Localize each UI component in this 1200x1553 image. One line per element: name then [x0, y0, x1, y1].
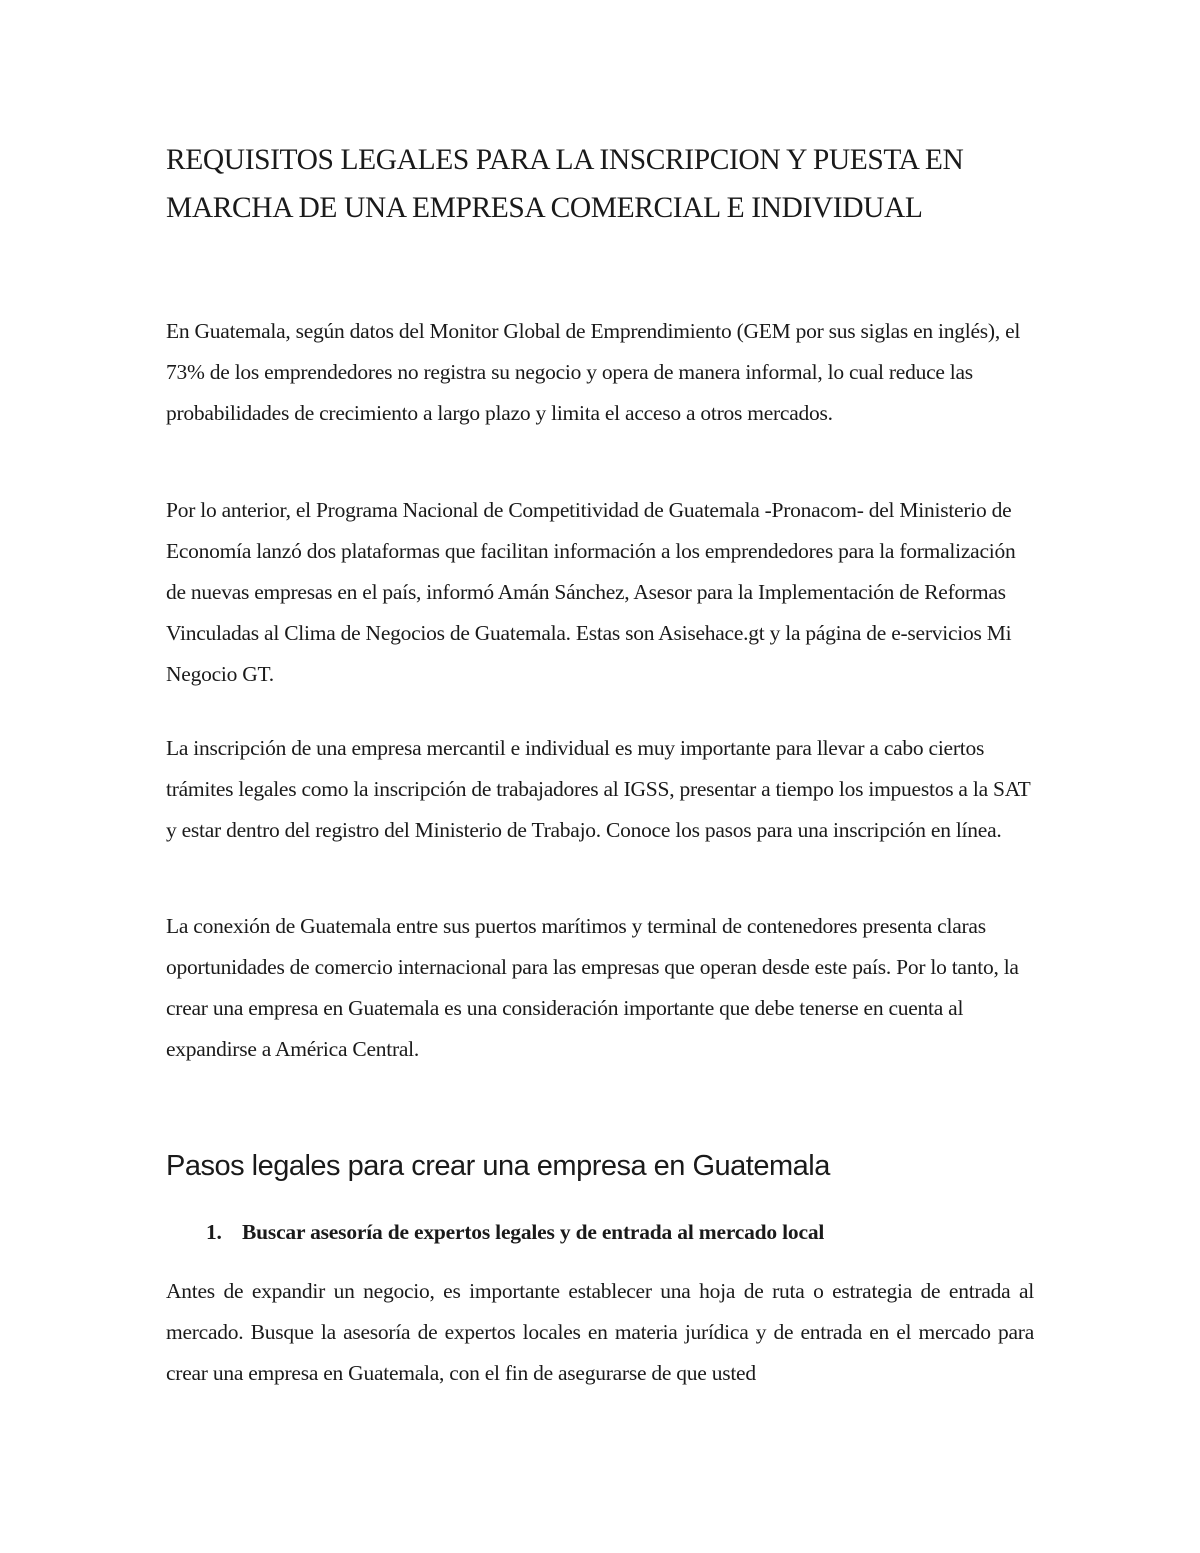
paragraph-step-advice: Antes de expandir un negocio, es importante establecer una hoja de ruta o estrategia de entrada al mercado. Busque la asesoría de expertos locales en materia jurídica y de entrada en el mercado para crear una empresa en Guatemala, con el fin de asegurarse de que usted — [166, 1279, 1034, 1385]
step-title: Buscar asesoría de expertos legales y de entrada al mercado local — [242, 1220, 825, 1244]
step-item — [206, 1212, 1034, 1252]
paragraph-ports-connection: La conexión de Guatemala entre sus puertos marítimos y terminal de contenedores presenta claras oportunidades de comercio internacional para las empresas que operan desde este país. Por lo tanto, la crear una empresa en Guatemala es una consideración importante que debe tenerse en cuenta al expandirse a América Central. — [166, 914, 1019, 1061]
paragraph-gem-statistics: En Guatemala, según datos del Monitor Global de Emprendimiento (GEM por sus siglas en inglés), el 73% de los emprendedores no registra su negocio y opera de manera informal, lo cual reduce las probabilidades de crecimiento a largo plazo y limita el acceso a otros mercados. — [166, 319, 1021, 425]
step-number: 1. — [206, 1220, 222, 1244]
document-title: REQUISITOS LEGALES PARA LA INSCRIPCION Y PUESTA EN MARCHA DE UNA EMPRESA COMERCIAL E INDIVIDUAL — [166, 144, 964, 224]
section-heading-legal-steps: Pasos legales para crear una empresa en Guatemala — [166, 1150, 830, 1182]
paragraph-pronacom-platforms: Por lo anterior, el Programa Nacional de Competitividad de Guatemala -Pronacom- del Ministerio de Economía lanzó dos plataformas que facilitan información a los emprendedores para la formalización de nuevas empresas en el país, informó Amán Sánchez, Asesor para la Implementación de Reformas Vinculadas al Clima de Negocios de Guatemala. Estas son Asisehace.gt y la página de e-servicios Mi Negocio GT. — [166, 498, 1016, 686]
paragraph-inscription-importance: La inscripción de una empresa mercantil e individual es muy importante para llevar a cabo ciertos trámites legales como la inscripción de trabajadores al IGSS, presentar a tiempo los impuestos a la SAT y estar dentro del registro del Ministerio de Trabajo. Conoce los pasos para una inscripción en línea. — [166, 736, 1031, 842]
